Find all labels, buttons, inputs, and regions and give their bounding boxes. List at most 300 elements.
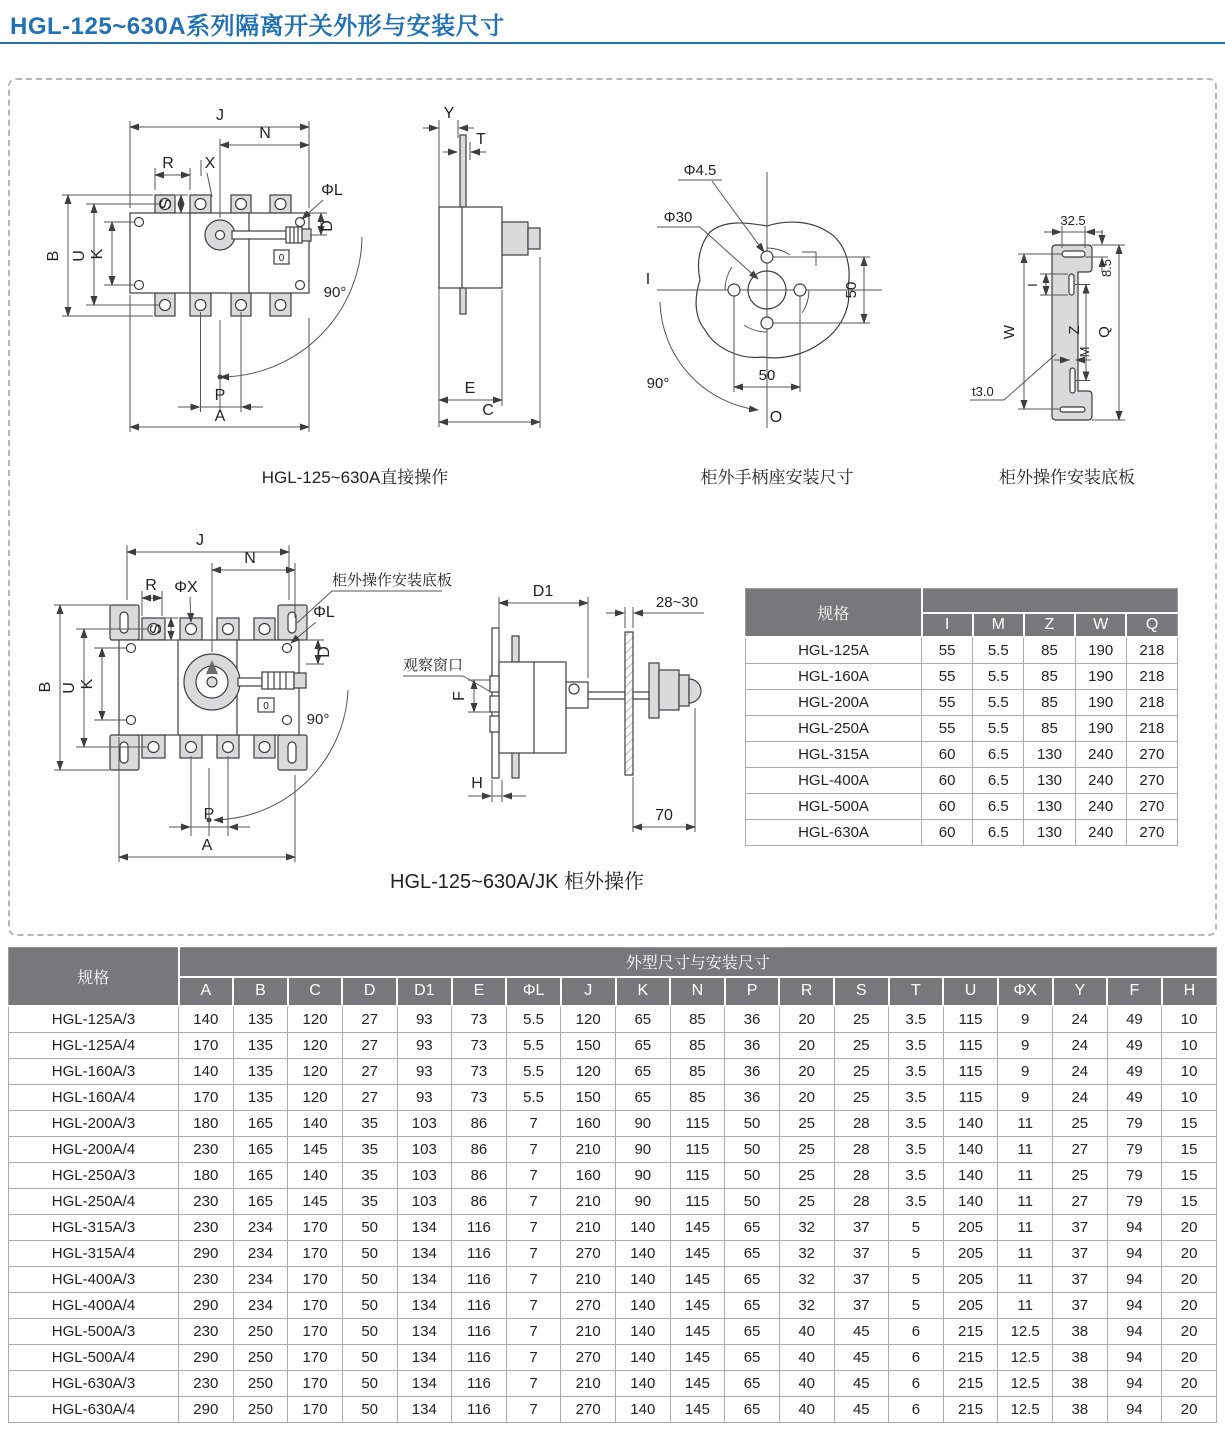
value-cell: 3.5 [889, 1136, 944, 1162]
zero-indicator: 0 [278, 253, 285, 264]
model-cell: HGL-160A [746, 663, 922, 689]
model-cell: HGL-630A/4 [9, 1396, 179, 1422]
dim-A: A [214, 408, 226, 425]
dim-P: P [214, 387, 226, 404]
value-cell: 24 [1053, 1084, 1108, 1110]
value-cell: 6.5 [973, 741, 1024, 767]
value-cell: 11 [998, 1292, 1053, 1318]
dim-D: D [319, 220, 336, 232]
value-cell: 120 [288, 1084, 343, 1110]
value-cell: 65 [616, 1084, 671, 1110]
value-cell: 270 [1126, 793, 1177, 819]
dim-C: C [482, 402, 494, 419]
value-cell: 170 [288, 1370, 343, 1396]
value-cell: 115 [943, 1058, 998, 1084]
value-cell: 90 [616, 1188, 671, 1214]
value-cell: 135 [233, 1084, 288, 1110]
value-cell: 250 [233, 1344, 288, 1370]
value-cell: 140 [616, 1344, 671, 1370]
table-row [9, 1318, 1217, 1344]
value-cell: 130 [1024, 741, 1075, 767]
value-cell: 65 [725, 1318, 780, 1344]
value-cell: 85 [1024, 637, 1075, 664]
value-cell: 270 [1126, 767, 1177, 793]
value-cell: 20 [1162, 1318, 1217, 1344]
column-header: B [233, 977, 288, 1006]
value-cell: 115 [670, 1188, 725, 1214]
value-cell: 93 [397, 1084, 452, 1110]
value-cell: 11 [998, 1240, 1053, 1266]
value-cell: 20 [779, 1032, 834, 1058]
value-cell: 170 [288, 1318, 343, 1344]
callout-base-plate: 柜外操作安装底板 [332, 572, 453, 589]
table-row [9, 1370, 1217, 1396]
value-cell: 190 [1075, 715, 1126, 741]
value-cell: 86 [452, 1136, 507, 1162]
value-cell: 85 [1024, 715, 1075, 741]
value-cell: 32 [779, 1240, 834, 1266]
value-cell: 90 [616, 1162, 671, 1188]
value-cell: 9 [998, 1006, 1053, 1033]
title-underline [0, 42, 1225, 44]
value-cell: 25 [834, 1032, 889, 1058]
value-cell: 140 [943, 1136, 998, 1162]
column-header: K [616, 977, 671, 1006]
value-cell: 3.5 [889, 1110, 944, 1136]
value-cell: 65 [616, 1058, 671, 1084]
value-cell: 94 [1107, 1344, 1162, 1370]
value-cell: 3.5 [889, 1032, 944, 1058]
model-cell: HGL-250A/3 [9, 1162, 179, 1188]
model-cell: HGL-200A/4 [9, 1136, 179, 1162]
value-cell: 40 [779, 1370, 834, 1396]
value-cell: 5.5 [506, 1084, 561, 1110]
drawing-direct-operation-side [423, 105, 540, 428]
value-cell: 170 [179, 1032, 234, 1058]
value-cell: 37 [1053, 1240, 1108, 1266]
value-cell: 3.5 [889, 1188, 944, 1214]
value-cell: 36 [725, 1006, 780, 1033]
value-cell: 94 [1107, 1214, 1162, 1240]
dim-Y: Y [443, 105, 455, 122]
value-cell: 116 [452, 1370, 507, 1396]
value-cell: 32 [779, 1292, 834, 1318]
column-header: Q [1126, 613, 1177, 637]
value-cell: 103 [397, 1136, 452, 1162]
dim-Z: Z [1066, 325, 1083, 335]
value-cell: 37 [834, 1266, 889, 1292]
value-cell: 85 [1024, 663, 1075, 689]
table-row [9, 1032, 1217, 1058]
value-cell: 55 [922, 715, 973, 741]
value-cell: 6 [889, 1318, 944, 1344]
spec-table [745, 588, 1178, 846]
value-cell: 25 [834, 1006, 889, 1033]
value-cell: 140 [179, 1006, 234, 1033]
value-cell: 140 [616, 1292, 671, 1318]
value-cell: 190 [1075, 689, 1126, 715]
value-cell: 9 [998, 1084, 1053, 1110]
value-cell: 73 [452, 1084, 507, 1110]
column-header: D [342, 977, 397, 1006]
dim-90deg: 90° [323, 284, 347, 301]
dim-I-plate: I [1025, 283, 1040, 287]
model-cell: HGL-200A [746, 689, 922, 715]
value-cell: 25 [779, 1162, 834, 1188]
value-cell: 170 [288, 1292, 343, 1318]
value-cell: 10 [1162, 1084, 1217, 1110]
value-cell: 215 [943, 1396, 998, 1422]
value-cell: 12.5 [998, 1396, 1053, 1422]
dim-phiX-jk: ΦX [174, 579, 198, 596]
value-cell: 140 [616, 1240, 671, 1266]
column-header: J [561, 977, 616, 1006]
value-cell: 49 [1107, 1032, 1162, 1058]
value-cell: 5.5 [973, 715, 1024, 741]
value-cell: 9 [998, 1058, 1053, 1084]
value-cell: 40 [779, 1318, 834, 1344]
value-cell: 55 [922, 663, 973, 689]
value-cell: 38 [1053, 1370, 1108, 1396]
dim-table-group-header: 外型尺寸与安装尺寸 [179, 948, 1217, 977]
value-cell: 38 [1053, 1344, 1108, 1370]
value-cell: 170 [288, 1214, 343, 1240]
dim-phiL-jk: ΦL [313, 604, 335, 621]
dim-phi45: Φ4.5 [683, 162, 717, 179]
value-cell: 215 [943, 1344, 998, 1370]
value-cell: 60 [922, 741, 973, 767]
value-cell: 120 [288, 1058, 343, 1084]
table-row [9, 1058, 1217, 1084]
value-cell: 73 [452, 1032, 507, 1058]
value-cell: 115 [943, 1084, 998, 1110]
axis-O: O [769, 409, 783, 426]
value-cell: 93 [397, 1058, 452, 1084]
value-cell: 205 [943, 1292, 998, 1318]
value-cell: 20 [1162, 1266, 1217, 1292]
value-cell: 25 [1053, 1162, 1108, 1188]
dim-phiL: ΦL [321, 182, 343, 199]
value-cell: 134 [397, 1318, 452, 1344]
column-header: I [922, 613, 973, 637]
table-row [746, 741, 1178, 767]
column-header: Y [1053, 977, 1108, 1006]
value-cell: 20 [1162, 1292, 1217, 1318]
table-row [9, 1188, 1217, 1214]
column-header: U [943, 977, 998, 1006]
value-cell: 210 [561, 1318, 616, 1344]
value-cell: 5.5 [973, 689, 1024, 715]
value-cell: 65 [725, 1266, 780, 1292]
dim-90deg-jk: 90° [306, 711, 330, 728]
value-cell: 230 [179, 1136, 234, 1162]
value-cell: 218 [1126, 637, 1177, 664]
value-cell: 73 [452, 1006, 507, 1033]
value-cell: 120 [288, 1006, 343, 1033]
value-cell: 215 [943, 1318, 998, 1344]
value-cell: 6 [889, 1370, 944, 1396]
value-cell: 240 [1075, 793, 1126, 819]
value-cell: 7 [506, 1240, 561, 1266]
caption-jk-operation: HGL-125~630A/JK 柜外操作 [390, 871, 644, 893]
value-cell: 240 [1075, 819, 1126, 845]
value-cell: 90 [616, 1136, 671, 1162]
value-cell: 7 [506, 1396, 561, 1422]
value-cell: 25 [1053, 1110, 1108, 1136]
model-cell: HGL-315A [746, 741, 922, 767]
dim-70: 70 [655, 807, 673, 824]
value-cell: 7 [506, 1266, 561, 1292]
value-cell: 145 [670, 1292, 725, 1318]
value-cell: 65 [616, 1032, 671, 1058]
model-cell: HGL-125A/3 [9, 1006, 179, 1033]
value-cell: 28 [834, 1188, 889, 1214]
dim-S-jk: S [148, 623, 165, 635]
value-cell: 86 [452, 1188, 507, 1214]
axis-I: I [645, 271, 651, 288]
value-cell: 230 [179, 1370, 234, 1396]
value-cell: 145 [670, 1266, 725, 1292]
dim-B-jk: B [37, 681, 54, 693]
value-cell: 140 [616, 1214, 671, 1240]
table-row [9, 1084, 1217, 1110]
dim-R: R [162, 155, 174, 172]
value-cell: 250 [233, 1370, 288, 1396]
value-cell: 6.5 [973, 793, 1024, 819]
value-cell: 145 [670, 1370, 725, 1396]
value-cell: 180 [179, 1162, 234, 1188]
value-cell: 79 [1107, 1110, 1162, 1136]
value-cell: 11 [998, 1188, 1053, 1214]
table-row [746, 819, 1178, 845]
value-cell: 25 [779, 1136, 834, 1162]
value-cell: 103 [397, 1188, 452, 1214]
value-cell: 49 [1107, 1058, 1162, 1084]
value-cell: 218 [1126, 715, 1177, 741]
dim-table-title: 规格 [9, 948, 179, 1006]
value-cell: 240 [1075, 767, 1126, 793]
value-cell: 73 [452, 1058, 507, 1084]
value-cell: 25 [779, 1110, 834, 1136]
value-cell: 50 [342, 1396, 397, 1422]
value-cell: 134 [397, 1292, 452, 1318]
value-cell: 160 [561, 1162, 616, 1188]
table-row [746, 637, 1178, 664]
value-cell: 85 [1024, 689, 1075, 715]
model-cell: HGL-125A/4 [9, 1032, 179, 1058]
value-cell: 7 [506, 1188, 561, 1214]
value-cell: 145 [670, 1344, 725, 1370]
value-cell: 116 [452, 1318, 507, 1344]
drawing-handle-seat [646, 162, 882, 487]
value-cell: 7 [506, 1214, 561, 1240]
drawings-panel [8, 78, 1217, 936]
model-cell: HGL-160A/3 [9, 1058, 179, 1084]
value-cell: 140 [943, 1110, 998, 1136]
table-row [9, 1344, 1217, 1370]
dim-90deg-seat: 90° [646, 375, 670, 392]
column-header: T [889, 977, 944, 1006]
dim-28-30: 28~30 [655, 594, 699, 611]
model-cell: HGL-250A [746, 715, 922, 741]
value-cell: 210 [561, 1214, 616, 1240]
value-cell: 180 [179, 1110, 234, 1136]
value-cell: 250 [233, 1396, 288, 1422]
value-cell: 130 [1024, 793, 1075, 819]
spec-table-title: 规格 [746, 589, 922, 637]
value-cell: 165 [233, 1136, 288, 1162]
value-cell: 120 [288, 1032, 343, 1058]
table-row [9, 1292, 1217, 1318]
dim-P-jk: P [203, 806, 215, 823]
column-header: N [670, 977, 725, 1006]
value-cell: 38 [1053, 1318, 1108, 1344]
value-cell: 240 [1075, 741, 1126, 767]
value-cell: 65 [725, 1292, 780, 1318]
value-cell: 6 [889, 1396, 944, 1422]
value-cell: 205 [943, 1214, 998, 1240]
value-cell: 120 [561, 1006, 616, 1033]
model-cell: HGL-400A/4 [9, 1292, 179, 1318]
value-cell: 134 [397, 1344, 452, 1370]
dim-phi30: Φ30 [663, 209, 693, 226]
dim-K: K [89, 248, 106, 260]
value-cell: 218 [1126, 663, 1177, 689]
value-cell: 130 [1024, 767, 1075, 793]
value-cell: 145 [288, 1188, 343, 1214]
column-header: ΦL [506, 977, 561, 1006]
value-cell: 170 [288, 1266, 343, 1292]
value-cell: 190 [1075, 663, 1126, 689]
value-cell: 65 [725, 1396, 780, 1422]
value-cell: 135 [233, 1032, 288, 1058]
value-cell: 12.5 [998, 1370, 1053, 1396]
value-cell: 50 [725, 1188, 780, 1214]
value-cell: 28 [834, 1162, 889, 1188]
value-cell: 116 [452, 1292, 507, 1318]
value-cell: 10 [1162, 1006, 1217, 1033]
value-cell: 65 [725, 1344, 780, 1370]
value-cell: 5.5 [506, 1006, 561, 1033]
value-cell: 7 [506, 1344, 561, 1370]
value-cell: 11 [998, 1136, 1053, 1162]
value-cell: 115 [670, 1110, 725, 1136]
value-cell: 140 [288, 1110, 343, 1136]
value-cell: 25 [834, 1084, 889, 1110]
value-cell: 134 [397, 1214, 452, 1240]
value-cell: 94 [1107, 1318, 1162, 1344]
value-cell: 50 [342, 1266, 397, 1292]
value-cell: 28 [834, 1110, 889, 1136]
value-cell: 40 [779, 1344, 834, 1370]
value-cell: 5.5 [973, 663, 1024, 689]
label-observation-window: 观察窗口 [403, 657, 464, 674]
drawing-jk-side [403, 583, 704, 832]
column-header: A [179, 977, 234, 1006]
value-cell: 250 [233, 1318, 288, 1344]
value-cell: 55 [922, 689, 973, 715]
dim-R-jk: R [145, 577, 157, 594]
table-row [746, 767, 1178, 793]
value-cell: 37 [1053, 1292, 1108, 1318]
value-cell: 55 [922, 637, 973, 664]
value-cell: 25 [834, 1058, 889, 1084]
value-cell: 20 [1162, 1396, 1217, 1422]
value-cell: 103 [397, 1162, 452, 1188]
value-cell: 140 [288, 1162, 343, 1188]
model-cell: HGL-315A/3 [9, 1214, 179, 1240]
value-cell: 20 [1162, 1344, 1217, 1370]
value-cell: 15 [1162, 1136, 1217, 1162]
value-cell: 15 [1162, 1162, 1217, 1188]
value-cell: 7 [506, 1292, 561, 1318]
value-cell: 45 [834, 1396, 889, 1422]
value-cell: 45 [834, 1370, 889, 1396]
value-cell: 150 [561, 1084, 616, 1110]
value-cell: 5.5 [506, 1032, 561, 1058]
value-cell: 27 [1053, 1136, 1108, 1162]
model-cell: HGL-630A/3 [9, 1370, 179, 1396]
value-cell: 85 [670, 1058, 725, 1084]
value-cell: 170 [288, 1396, 343, 1422]
value-cell: 140 [943, 1162, 998, 1188]
dim-D1: D1 [532, 583, 554, 600]
value-cell: 7 [506, 1136, 561, 1162]
table-row [746, 689, 1178, 715]
value-cell: 145 [288, 1136, 343, 1162]
dim-X: X [204, 155, 216, 172]
value-cell: 15 [1162, 1188, 1217, 1214]
value-cell: 37 [1053, 1214, 1108, 1240]
column-header: H [1162, 977, 1217, 1006]
value-cell: 7 [506, 1110, 561, 1136]
value-cell: 36 [725, 1058, 780, 1084]
value-cell: 116 [452, 1344, 507, 1370]
value-cell: 150 [561, 1032, 616, 1058]
value-cell: 50 [342, 1344, 397, 1370]
value-cell: 49 [1107, 1084, 1162, 1110]
dim-50-vertical: 50 [843, 281, 860, 299]
value-cell: 24 [1053, 1032, 1108, 1058]
value-cell: 94 [1107, 1370, 1162, 1396]
value-cell: 165 [233, 1188, 288, 1214]
value-cell: 190 [1075, 637, 1126, 664]
value-cell: 270 [561, 1240, 616, 1266]
caption-direct-operation: HGL-125~630A直接操作 [261, 468, 449, 487]
value-cell: 116 [452, 1266, 507, 1292]
value-cell: 60 [922, 793, 973, 819]
value-cell: 25 [779, 1188, 834, 1214]
value-cell: 6.5 [973, 819, 1024, 845]
dim-U-jk: U [61, 682, 78, 694]
model-cell: HGL-125A [746, 637, 922, 664]
value-cell: 270 [1126, 819, 1177, 845]
caption-handle-seat: 柜外手柄座安装尺寸 [700, 468, 854, 487]
value-cell: 7 [506, 1370, 561, 1396]
model-cell: HGL-400A/3 [9, 1266, 179, 1292]
value-cell: 130 [1024, 819, 1075, 845]
value-cell: 230 [179, 1266, 234, 1292]
column-header: S [834, 977, 889, 1006]
table-row [9, 1266, 1217, 1292]
value-cell: 50 [725, 1110, 780, 1136]
dim-S: S [158, 198, 175, 210]
value-cell: 116 [452, 1240, 507, 1266]
value-cell: 210 [561, 1136, 616, 1162]
value-cell: 234 [233, 1214, 288, 1240]
value-cell: 65 [725, 1240, 780, 1266]
column-header: W [1075, 613, 1126, 637]
